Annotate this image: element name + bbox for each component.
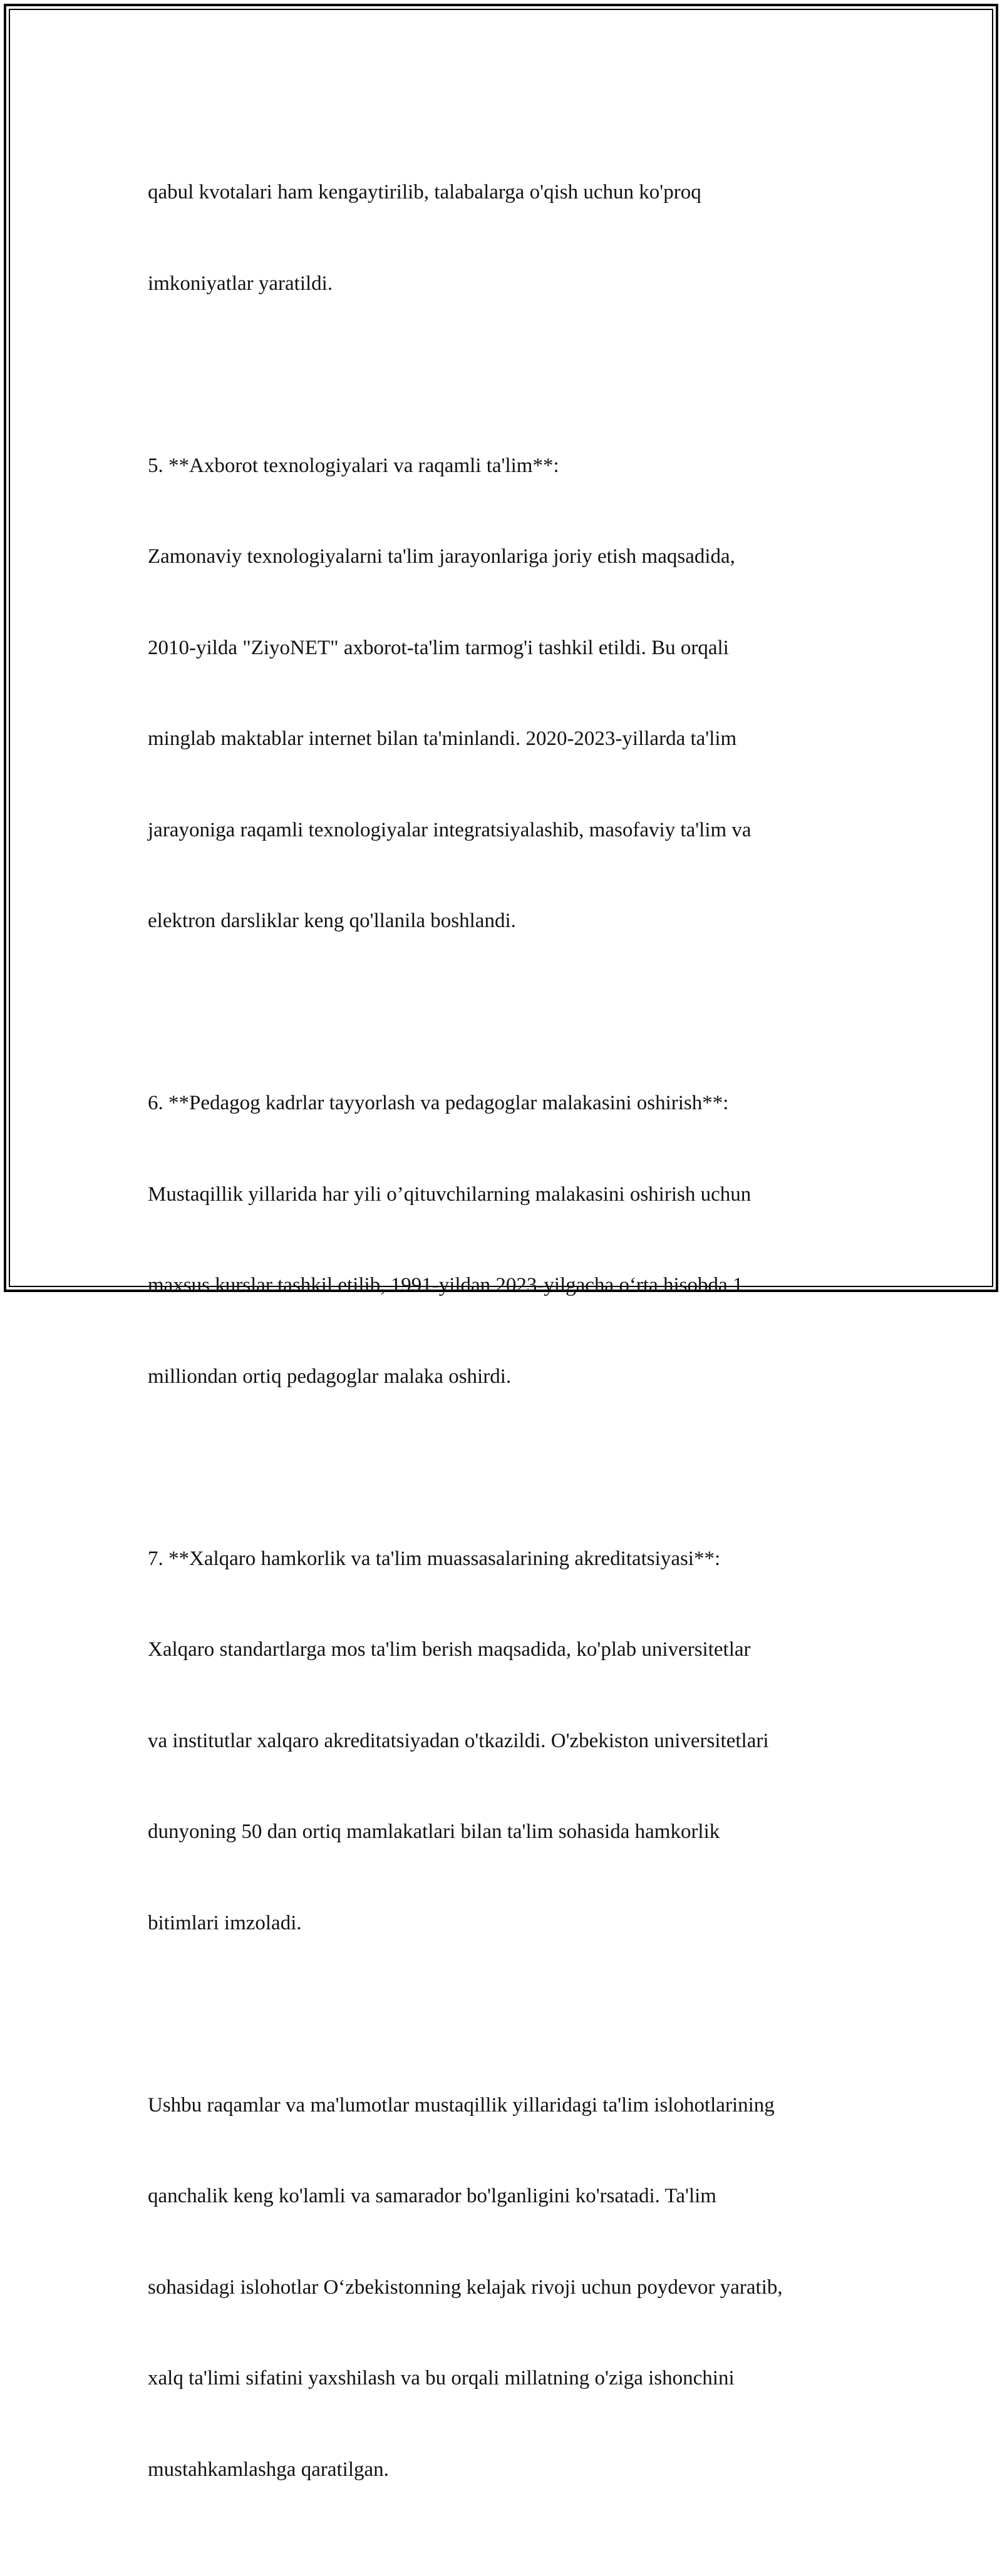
text-line: 2010-yilda "ZiyoNET" axborot-ta'lim tarmog'i tashkil etildi. Bu orqali (148, 636, 729, 659)
text-line: jarayoniga raqamli texnologiyalar integratsiyalashib, masofaviy ta'lim va (148, 818, 752, 841)
text-line: xalq ta'limi sifatini yaxshilash va bu orqali millatning o'ziga ishonchini (148, 2367, 735, 2389)
text-line: va institutlar xalqaro akreditatsiyadan o'tkazildi. O'zbekiston universitetlari (148, 1729, 769, 1752)
text-line: Zamonaviy texnologiyalarni ta'lim jarayonlariga joriy etish maqsadida, (148, 545, 735, 568)
text-line: Ushbu raqamlar va ma'lumotlar mustaqillik yillaridagi ta'lim islohotlarining (148, 2093, 775, 2117)
text-line: mustahkamlashga qaratilgan. (148, 2458, 389, 2481)
paragraph-section-6 (148, 1027, 874, 1452)
text-line: qanchalik keng ko'lamli va samarador bo'lganligini ko'rsatadi. Ta'lim (148, 2185, 716, 2207)
text-line: imkoniyatlar yaratildi. (148, 272, 333, 295)
section-heading: 5. **Axborot texnologiyalari va raqamli ta'lim**: (148, 454, 559, 477)
text-line: milliondan ortiq pedagoglar malaka oshirdi. (148, 1365, 512, 1388)
section-heading: 7. **Xalqaro hamkorlik va ta'lim muassasalarining akreditatsiyasi**: (148, 1547, 721, 1570)
text-line: maxsus kurslar tashkil etilib, 1991-yildan 2023-yilgacha o‘rta hisobda 1 (148, 1274, 743, 1296)
text-line: sohasidagi islohotlar O‘zbekistonning kelajak rivoji uchun poydevor yaratib, (148, 2276, 783, 2299)
paragraph-section-7 (148, 1483, 874, 1999)
text-line: minglab maktablar internet bilan ta'minlandi. 2020-2023-yillarda ta'lim (148, 727, 737, 750)
text-line: qabul kvotalari ham kengaytirilib, talabalarga o'qish uchun ko'proq (148, 181, 701, 203)
section-heading: 6. **Pedagog kadrlar tayyorlash va pedagoglar malakasini oshirish**: (148, 1092, 729, 1114)
paragraph-section-5 (148, 390, 874, 997)
text-line: dunyoning 50 dan ortiq mamlakatlari bilan ta'lim sohasida hamkorlik (148, 1820, 720, 1843)
paragraph-conclusion (148, 2029, 874, 2546)
text-line: Mustaqillik yillarida har yili o’qituvchilarning malakasini oshirish uchun (148, 1183, 752, 1206)
document-body (148, 116, 874, 2576)
text-line: bitimlari imzoladi. (148, 1911, 302, 1934)
text-line: elektron darsliklar keng qo'llanila boshlandi. (148, 910, 516, 932)
paragraph-quota-continuation (148, 116, 874, 359)
text-line: Xalqaro standartlarga mos ta'lim berish maqsadida, ko'plab universitetlar (148, 1638, 751, 1661)
